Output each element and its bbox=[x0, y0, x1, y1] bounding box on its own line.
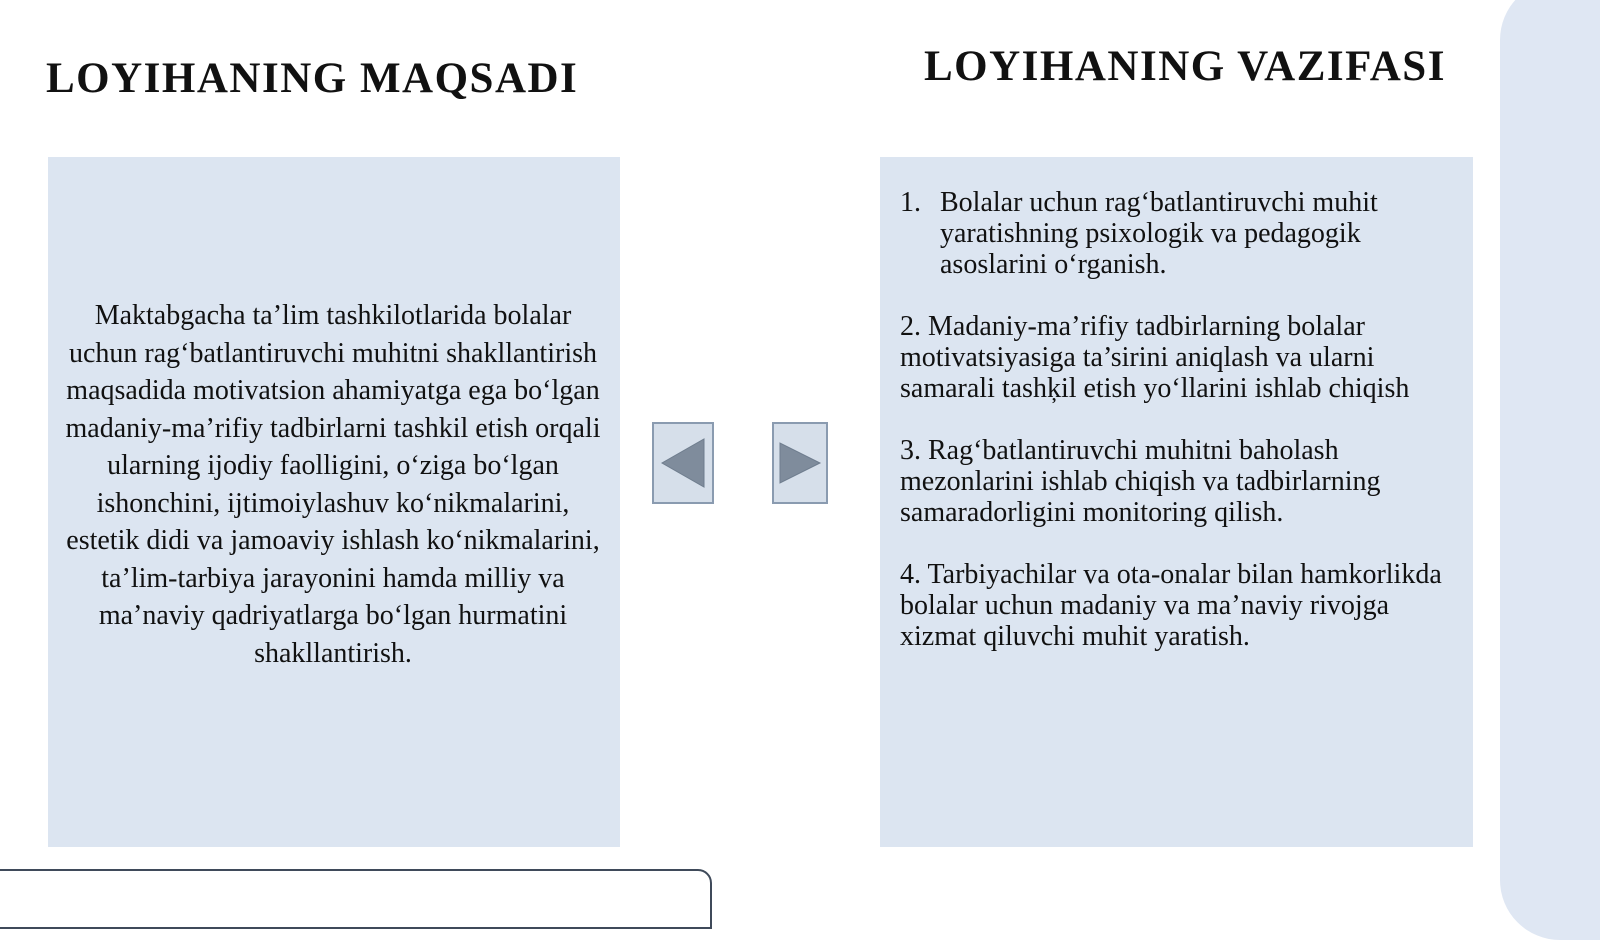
task-item bbox=[900, 311, 1460, 404]
task-list bbox=[900, 187, 1460, 652]
bottom-outline-decoration bbox=[0, 869, 712, 929]
task-text: Bolalar uchun rag‘batlantiruvchi muhit yaratishning psixologik va pedagogik asoslarini o‘rganish. bbox=[940, 187, 1378, 280]
right-edge-decoration bbox=[1500, 0, 1600, 940]
task-item bbox=[900, 435, 1460, 528]
task-number: 3. bbox=[900, 435, 921, 466]
task-number: 1. bbox=[900, 187, 921, 218]
tasks-heading: LOYIHANING VAZIFASI bbox=[924, 43, 1446, 90]
previous-button[interactable] bbox=[652, 422, 714, 504]
goal-heading: LOYIHANING MAQSADI bbox=[46, 55, 579, 102]
task-number: 2. bbox=[900, 311, 921, 342]
task-text: Madaniy-ma’rifiy tadbirlarning bolalar motivatsiyasiga ta’sirini aniqlash va ularni samarali tashķil etish yo‘llarini ishlab chiqish bbox=[900, 311, 1410, 404]
tasks-panel bbox=[880, 157, 1473, 847]
goal-text: Maktabgacha ta’lim tashkilotlarida bolalar uchun rag‘batlantiruvchi muhitni shakllantirish maqsadida motivatsion ahamiyatga ega bo‘lgan madaniy-ma’rifiy tadbirlarni tashkil etish orqali ularning ijodiy faolligini, o‘ziga bo‘lgan ishonchini, ijtimoiylashuv ko‘nikmalarini, estetik didi va jamoaviy ishlash ko‘nikmalarini, ta’lim-tarbiya jarayonini hamda milliy va ma’naviy qadriyatlarga bo‘lgan hurmatini shakllantirish. bbox=[65, 300, 601, 669]
next-button[interactable] bbox=[772, 422, 828, 504]
task-number: 4. bbox=[900, 559, 921, 590]
triangle-right-icon bbox=[774, 424, 826, 502]
task-item bbox=[900, 187, 1460, 280]
goal-panel bbox=[48, 157, 620, 847]
task-item bbox=[900, 559, 1460, 652]
task-text: Rag‘batlantiruvchi muhitni baholash mezonlarini ishlab chiqish va tadbirlarning samaradorligini monitoring qilish. bbox=[900, 435, 1381, 528]
triangle-left-icon bbox=[654, 424, 712, 502]
task-text: Tarbiyachilar va ota-onalar bilan hamkorlikda bolalar uchun madaniy va ma’naviy rivojga xizmat qiluvchi muhit yaratish. bbox=[900, 559, 1442, 652]
